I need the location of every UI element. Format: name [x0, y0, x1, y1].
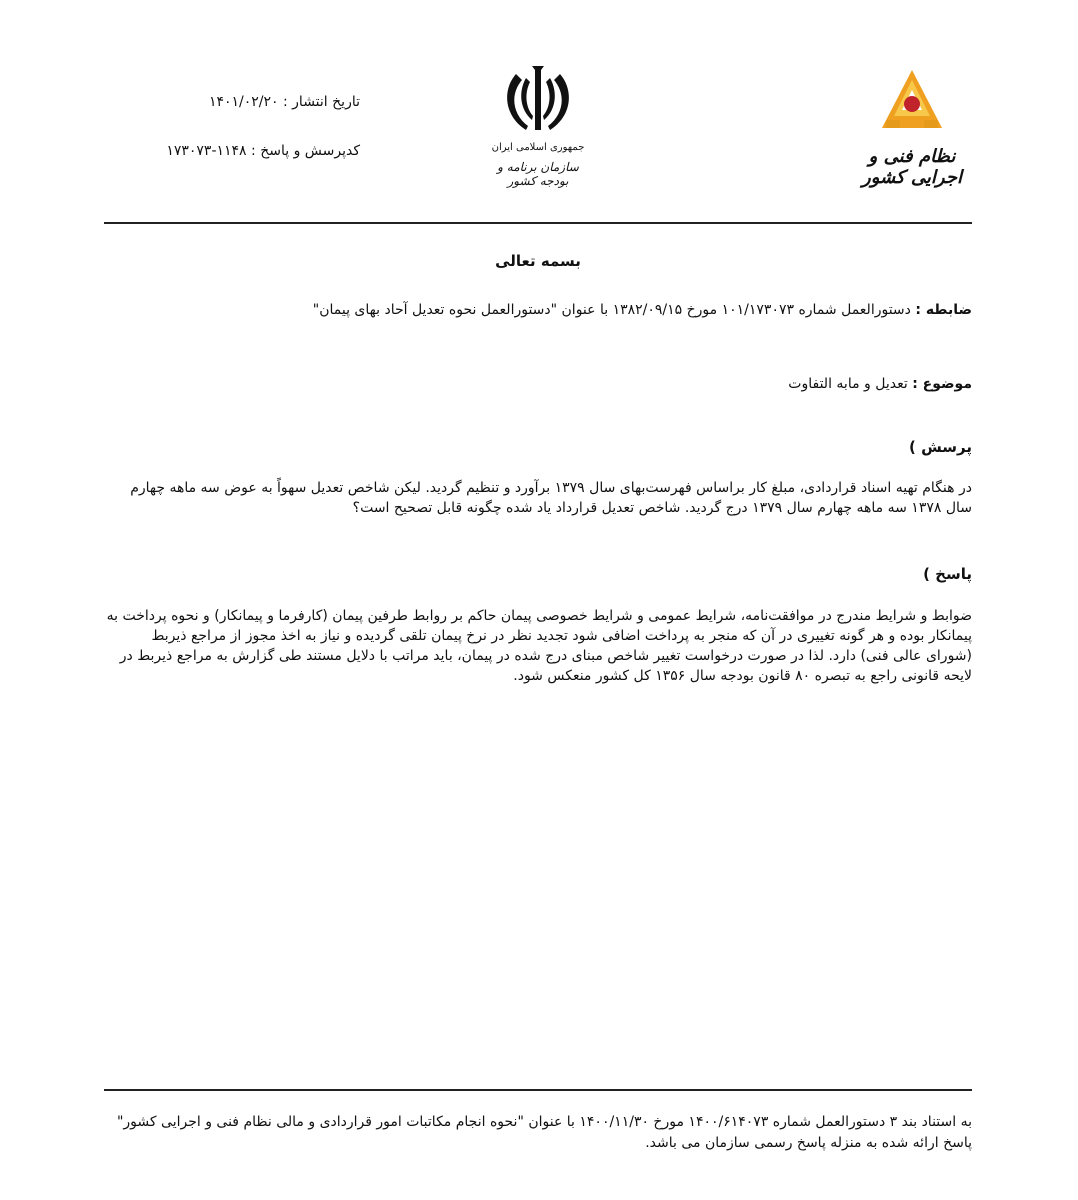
header-divider [104, 222, 972, 224]
subject-text: تعدیل و مابه التفاوت [788, 376, 908, 392]
answer-text: ضوابط و شرایط مندرج در موافقت‌نامه، شرایط عمومی و شرایط خصوصی پیمان حاکم بر روابط طرفین پیمان (کارفرما و پیمانکار) و نحوه پرداخت به پیمانکار بوده و هر گونه تغییری در آن که منجر به پرداخت اضافی شود تجدید نظر در نرخ پیمان تلقی گردیده و نیاز به اخذ مجوز از مراجع ذیربط (شورای عالی فنی) دارد. لذا در صورت درخواست تغییر شاخص مبنای درج شده در پیمان، باید مراتب با دلایل مستند طی گزارش به مراجع ذیربط در لایحه قانونی راجع به تبصره ۸۰ قانون بودجه سال ۱۳۵۶ کل کشور منعکس شود. [106, 608, 972, 684]
footer-note: به استناد بند ۳ دستورالعمل شماره ۱۴۰۰/۶۱۴۰۷۳ مورخ ۱۴۰۰/۱۱/۳۰ با عنوان "نحوه انجام مکاتبات امور قراردادی و مالی نظام فنی و اجرایی کشور" پاسخ ارائه شده به منزله پاسخ رسمی سازمان می باشد. [116, 1114, 972, 1151]
organization-logo [852, 68, 972, 188]
document-heading: بسمه تعالی [495, 252, 581, 270]
qa-code: کدپرسش و پاسخ : ۱۱۴۸-۱۷۳۰۷۳ [166, 143, 360, 159]
regulation-text: دستورالعمل شماره ۱۰۱/۱۷۳۰۷۳ مورخ ۱۳۸۲/۰۹/۱۵ با عنوان "دستورالعمل نحوه تعدیل آحاد بهای پیمان" [312, 302, 911, 318]
emblem-icon [498, 64, 578, 140]
logo-caption: نظام فنی و اجرایی کشور [862, 146, 962, 188]
iran-emblem [488, 64, 588, 194]
regulation-line [104, 302, 972, 318]
emblem-line-1: جمهوری اسلامی ایران [491, 142, 585, 153]
regulation-label: ضابطه : [915, 302, 972, 318]
emblem-line-2: سازمان برنامه و بودجه کشور [497, 160, 579, 188]
answer-heading: پاسخ ) [923, 565, 972, 583]
subject-line [104, 376, 972, 392]
pyramid-logo-icon [880, 68, 944, 132]
publish-date: تاریخ انتشار : ۱۴۰۱/۰۲/۲۰ [208, 94, 360, 110]
subject-label: موضوع : [912, 376, 972, 392]
footer-divider [104, 1089, 972, 1091]
question-heading: پرسش ) [909, 438, 972, 456]
question-text: در هنگام تهیه اسناد قراردادی، مبلغ کار براساس فهرست‌بهای سال ۱۳۷۹ برآورد و تنظیم گردید. لیکن شاخص تعدیل سهواً به عوض سه ماهه چهارم سال ۱۳۷۸ سه ماهه چهارم سال ۱۳۷۹ درج گردید. شاخص تعدیل قرارداد یاد شده چگونه قابل تصحیح است؟ [130, 480, 972, 516]
